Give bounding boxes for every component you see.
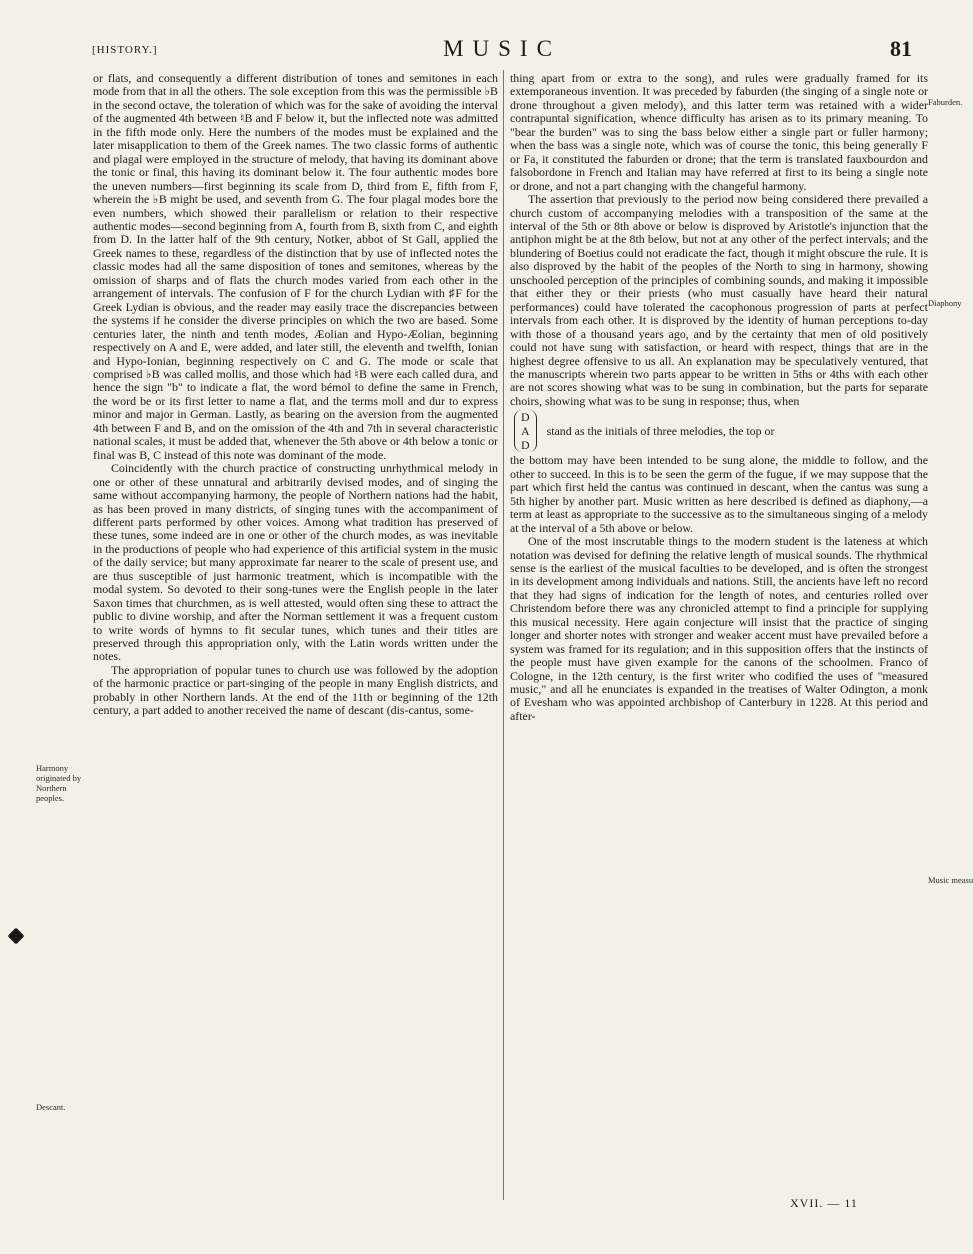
page-number: 81 [890, 36, 912, 61]
brace-letters [514, 410, 537, 452]
right-paragraph-1: thing apart from or extra to the song), and rules were gradually framed for its extemporaneous invention. It was preceded by faburden (the singing of a single note or drone throughout a given melody), and this latter term was retained with a wider contrapuntal signification, whence difficulty has arisen as to its primary meaning. To "bear the burden" was to sing the bass below either a single part or fuller harmony; when the bass was a single note, which was of course the tonic, this being generally F or Fa, it constituted the faburden or drone; that the term is translated fauxbourdon and falsobordone in French and Italian may have referred at first to its being a single note or drone, and not a part changing with the changeful harmony. [510, 71, 928, 193]
left-paragraph-1: or flats, and consequently a different distribution of tones and semitones in each mode from that in all the others. The sole exception from this was the permissible ♭B in the second octave, the toleration of which was for the sake of avoiding the interval of the augmented 4th between ♮B and F below it, but the inflected note was admitted in the fifth mode only. Here the numbers of the modes must be explained and the later misapplication to them of the Greek names. The two classic forms of authentic and plagal were employed in the structure of melody, that having its dominant above the tonic or final, this having its dominant below it. The four authentic modes bore the uneven numbers—first beginning its scale from D, third from E, fifth from F, wherein the ♭B might be used, and seventh from G. The four plagal modes bore the even numbers, which showed their parallelism or relation to their respective authentic modes—second beginning from A, fourth from B, sixth from C, and eighth from D. In the latter half of the 9th century, Notker, abbot of St Gall, applied the Greek names to these, regardless of the distinction that by use of inflected notes the classic modes had all the same disposition of tones and semitones, whereas by the omission of sharps and of flats the church modes varied from each other in the arrangement of intervals. The confusion of F for the church Lydian with ♯F for the Greek Lydian is obvious, and the reader may easily trace the discrepancies between the systems if he consider the diverse principles on which the two are based. Some centuries later, the ninth and tenth modes, Æolian and Hypo-Æolian, beginning respectively on A and E, were added, and later still, the eleventh and twelfth, Ionian and Hypo-Ionian, beginning respectively on C and G. The mode or scale that comprised ♭B was called mollis, and those which had ♮B were each called dura, and hence the sign "b" to indicate a flat, the word bémol to define the same in French, the word be or its first letter to name a flat, and the terms moll and dur to express minor and major in German. Lastly, as bearing on the aversion from the augmented 4th between F and B, and on the omission of the 4th and 7th in several characteristic national scales, it must be added that, whenever the 5th above or 4th below a tonic or final was B, C instead of this note was dominant of the mode. [93, 71, 498, 462]
sidenote-descant: Descant. [36, 1102, 66, 1112]
right-paragraph-3: the bottom may have been intended to be sung alone, the middle to follow, and the other to succeed. In this is to be seen the germ of the fugue, if we may suppose that the part which first held the cantus was continued in descant, when the cantus was sung a 5th higher by another part. Music written as here described is defined as diaphony,—a term at least as appropriate to the successive as to the simultaneous singing of a melody at the interval of a 5th above or below. [510, 453, 928, 535]
brace-letter: A [521, 424, 530, 439]
right-column [510, 72, 928, 723]
sidenote-faburden: Faburden. [928, 97, 963, 107]
brace-letter: D [521, 438, 530, 453]
sidenote-music-measure: Music measu [928, 875, 973, 885]
brace-letter: D [521, 410, 530, 425]
left-paragraph-3: The appropriation of popular tunes to church use was followed by the adoption of the harmonic practice or part-singing of the people in many English districts, and probably in other Northern lands. At the end of the 11th or beginning of the 12th century, a part added to another received the name of descant (dis-cantus, some- [93, 662, 498, 718]
brace-text: stand as the initials of three melodies, the top or [546, 423, 775, 438]
page-header [92, 36, 912, 66]
left-paragraph-2: Coincidently with the church practice of constructing unrhythmical melody in one or other of these unnatural and arbitrarily devised modes, and of singing the same without accompanying harmony, the people of Northern nations had the habit, as has been proved in many districts, of singing tunes with the accompaniment of different parts performed by other voices. Among what tradition has preserved of these tunes, some indeed are in one or other of the church modes, as was inevitable in the productions of people who had experience of this artificial system in the music of the daily service; but many approximate far nearer to the scale of present use, and are thus susceptible of just harmonic treatment, which is incompatible with the modal system. So devoted to their song-tunes were the English people in the later Saxon times that churchmen, as is well attested, would often sing these to attract the public to divine worship, and after the Norman settlement it was a frequent custom to write words of hymns to fit secular tunes, which tunes and their titles are preserved through this appropriation only, with the Latin words written under the notes. [93, 461, 498, 664]
sidenote-diaphony: Diaphony [928, 298, 962, 308]
left-column [93, 72, 498, 718]
right-paragraph-2: The assertion that previously to the period now being considered there prevailed a church custom of accompanying melodies with a transposition of the same at the interval of the 5th or 8th above or below is disproved by Aristotle's injunction that the antiphon might be at the 8th below, but not at any other of the perfect intervals; and the blundering of Boetius could not eradicate the fact, though it might obscure the rule. It is also disproved by the habit of the peoples of the North to sing in harmony, showing unschooled perception of the principles of combining sounds, and making it impossible that either they or their priests (who must casually have heard their natural performances) could have tolerated the cacophonous progression of parts at perfect intervals from each other. It is disproved by the identity of human perceptions to-day with those of a thousand years ago, and by the certainty that men of old positively could not have sung with satisfaction, or heard with respect, things that are in the highest degree offensive to us all. An explanation may be speculatively ventured, that the manuscripts wherein two parts appear to be written in 5ths or 4ths with each other are not scores showing what was to be sung in combination, but the parts for separate choirs, showing what was to be sung in response; thus, when [510, 192, 928, 408]
section-label: [HISTORY.] [92, 44, 158, 56]
right-paragraph-4: One of the most inscrutable things to the modern student is the lateness at which notation was devised for defining the relative length of musical sounds. The rhythmical sense is the earliest of the musical faculties to be developed, and is often the strongest in its development among individuals and nations. Still, the ancients have left no record that they had signs of indication for the length of notes, and centuries rolled over Christendom before there was any chronicled attempt to find a principle for supplying this musical necessity. Here again conjecture will insist that the practice of singing longer and shorter notes with stronger and weaker accent must have prevailed before a system was framed for its regulation; and in this supposition offers that the instincts of the people must have given example for the canons of the schoolmen. Franco of Cologne, in the 12th century, is the first writer who codified the uses of "measured music," and all he enunciates is expanded in the treatises of Walter Odington, a monk of Evesham who was appointed archbishop of Canterbury in 1228. At this period and after- [510, 534, 928, 723]
page-title: MUSIC [443, 36, 561, 61]
sidenote-harmony: Harmony originated by Northern peoples. [36, 763, 82, 803]
signature-mark: XVII. — 11 [790, 1196, 858, 1210]
column-divider [503, 70, 504, 1200]
ink-mark [8, 928, 25, 945]
brace-figure [514, 410, 928, 452]
